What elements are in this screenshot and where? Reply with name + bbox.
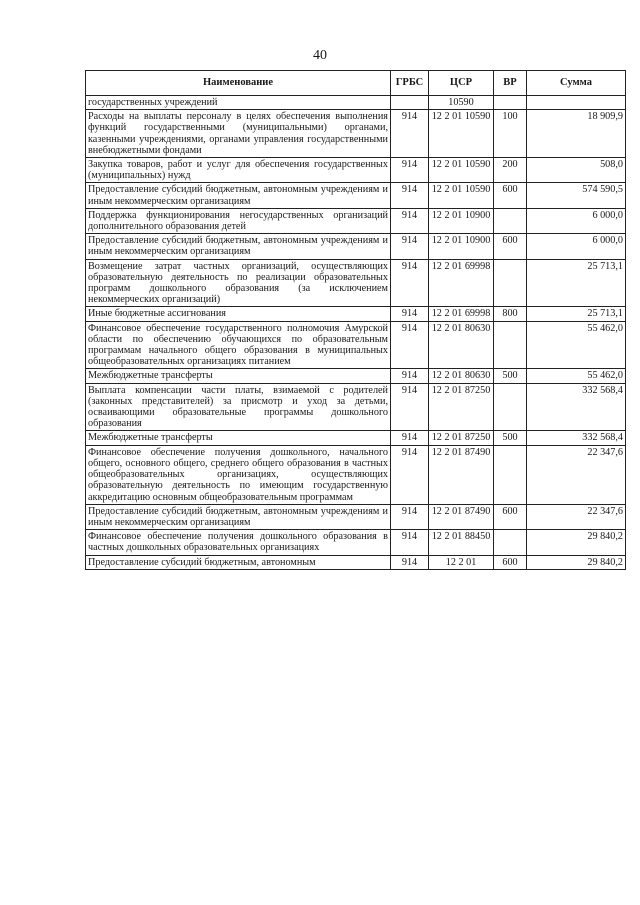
row-name: государственных учреждений — [86, 96, 391, 110]
page-number: 40 — [313, 48, 327, 63]
row-sum: 29 840,2 — [527, 555, 626, 569]
row-grbs: 914 — [391, 158, 429, 183]
row-name: Предоставление субсидий бюджетным, автономным учреждениям и иным некоммерческим организациям — [86, 234, 391, 259]
row-grbs: 914 — [391, 504, 429, 529]
row-sum: 574 590,5 — [527, 183, 626, 208]
table-header-row — [86, 71, 626, 96]
row-grbs: 914 — [391, 234, 429, 259]
row-grbs: 914 — [391, 321, 429, 369]
row-csr: 12 2 01 87250 — [429, 431, 494, 445]
row-vr: 500 — [494, 369, 527, 383]
row-grbs: 914 — [391, 431, 429, 445]
row-csr: 12 2 01 80630 — [429, 321, 494, 369]
table-row — [86, 234, 626, 259]
row-sum: 6 000,0 — [527, 208, 626, 233]
row-name: Поддержка функционирования негосударственных организаций дополнительного образования детей — [86, 208, 391, 233]
table-row — [86, 369, 626, 383]
row-name: Возмещение затрат частных организаций, осуществляющих образовательную деятельность по реализации образовательных программ дошкольного образования (за исключением некоммерческих организаций) — [86, 259, 391, 307]
row-grbs: 914 — [391, 208, 429, 233]
header-vr: ВР — [494, 71, 527, 96]
row-csr: 12 2 01 80630 — [429, 369, 494, 383]
row-csr: 12 2 01 10590 — [429, 183, 494, 208]
header-sum: Сумма — [527, 71, 626, 96]
row-name: Закупка товаров, работ и услуг для обеспечения государственных (муниципальных) нужд — [86, 158, 391, 183]
row-vr — [494, 208, 527, 233]
row-vr — [494, 445, 527, 504]
row-csr: 12 2 01 87490 — [429, 504, 494, 529]
row-grbs: 914 — [391, 307, 429, 321]
row-grbs: 914 — [391, 555, 429, 569]
row-sum: 22 347,6 — [527, 445, 626, 504]
row-vr — [494, 259, 527, 307]
row-vr: 500 — [494, 431, 527, 445]
row-name: Финансовое обеспечение получения дошкольного образования в частных дошкольных образовательных организациях — [86, 530, 391, 555]
row-csr: 12 2 01 87490 — [429, 445, 494, 504]
row-csr: 12 2 01 87250 — [429, 383, 494, 431]
row-sum: 22 347,6 — [527, 504, 626, 529]
row-vr: 600 — [494, 504, 527, 529]
row-sum: 55 462,0 — [527, 321, 626, 369]
row-csr: 12 2 01 69998 — [429, 307, 494, 321]
row-vr: 600 — [494, 555, 527, 569]
row-sum — [527, 96, 626, 110]
table-row — [86, 307, 626, 321]
row-csr: 10590 — [429, 96, 494, 110]
row-name: Финансовое обеспечение государственного полномочия Амурской области по обеспечению обучающихся по образовательным программам начального общего образования в муниципальных общеобразовательных организациях питанием — [86, 321, 391, 369]
row-csr: 12 2 01 10900 — [429, 234, 494, 259]
row-csr: 12 2 01 — [429, 555, 494, 569]
row-sum: 29 840,2 — [527, 530, 626, 555]
row-name: Межбюджетные трансферты — [86, 431, 391, 445]
row-sum: 332 568,4 — [527, 383, 626, 431]
row-sum: 25 713,1 — [527, 307, 626, 321]
row-name: Выплата компенсации части платы, взимаемой с родителей (законных представителей) за присмотр и уход за детьми, осваивающими образовательные программы дошкольного образования — [86, 383, 391, 431]
row-csr: 12 2 01 69998 — [429, 259, 494, 307]
row-name: Предоставление субсидий бюджетным, автономным учреждениям и иным некоммерческим организациям — [86, 504, 391, 529]
row-sum: 18 909,9 — [527, 110, 626, 158]
row-name: Межбюджетные трансферты — [86, 369, 391, 383]
row-sum: 25 713,1 — [527, 259, 626, 307]
row-grbs — [391, 96, 429, 110]
table-row — [86, 530, 626, 555]
table-row — [86, 383, 626, 431]
row-grbs: 914 — [391, 110, 429, 158]
row-csr: 12 2 01 88450 — [429, 530, 494, 555]
row-grbs: 914 — [391, 383, 429, 431]
row-csr: 12 2 01 10900 — [429, 208, 494, 233]
table-row — [86, 321, 626, 369]
table-row — [86, 96, 626, 110]
row-grbs: 914 — [391, 530, 429, 555]
header-grbs: ГРБС — [391, 71, 429, 96]
row-grbs: 914 — [391, 369, 429, 383]
header-csr: ЦСР — [429, 71, 494, 96]
row-name: Финансовое обеспечение получения дошкольного, начального общего, основного общего, среднего общего образования в частных общеобразовательных организациях, осуществляющих образовательную деятельность по имеющим государственную аккредитацию основным общеобразовательным программам — [86, 445, 391, 504]
table-row — [86, 183, 626, 208]
row-vr — [494, 96, 527, 110]
row-name: Предоставление субсидий бюджетным, автономным — [86, 555, 391, 569]
row-grbs: 914 — [391, 183, 429, 208]
table-row — [86, 504, 626, 529]
table-row — [86, 445, 626, 504]
row-grbs: 914 — [391, 445, 429, 504]
row-name: Иные бюджетные ассигнования — [86, 307, 391, 321]
table-row — [86, 208, 626, 233]
row-name: Расходы на выплаты персоналу в целях обеспечения выполнения функций государственными (муниципальными) органами, казенными учреждениями, органами управления государственными внебюджетными фондами — [86, 110, 391, 158]
row-vr — [494, 321, 527, 369]
row-vr: 100 — [494, 110, 527, 158]
table-row — [86, 110, 626, 158]
row-sum: 332 568,4 — [527, 431, 626, 445]
row-csr: 12 2 01 10590 — [429, 110, 494, 158]
row-vr: 600 — [494, 183, 527, 208]
row-grbs: 914 — [391, 259, 429, 307]
row-vr: 800 — [494, 307, 527, 321]
table-row — [86, 555, 626, 569]
row-vr — [494, 383, 527, 431]
row-vr — [494, 530, 527, 555]
row-vr: 600 — [494, 234, 527, 259]
table-row — [86, 431, 626, 445]
table-row — [86, 158, 626, 183]
row-vr: 200 — [494, 158, 527, 183]
row-sum: 55 462,0 — [527, 369, 626, 383]
budget-table — [85, 70, 626, 570]
header-name: Наименование — [86, 71, 391, 96]
row-sum: 508,0 — [527, 158, 626, 183]
table-row — [86, 259, 626, 307]
row-csr: 12 2 01 10590 — [429, 158, 494, 183]
row-sum: 6 000,0 — [527, 234, 626, 259]
row-name: Предоставление субсидий бюджетным, автономным учреждениям и иным некоммерческим организациям — [86, 183, 391, 208]
